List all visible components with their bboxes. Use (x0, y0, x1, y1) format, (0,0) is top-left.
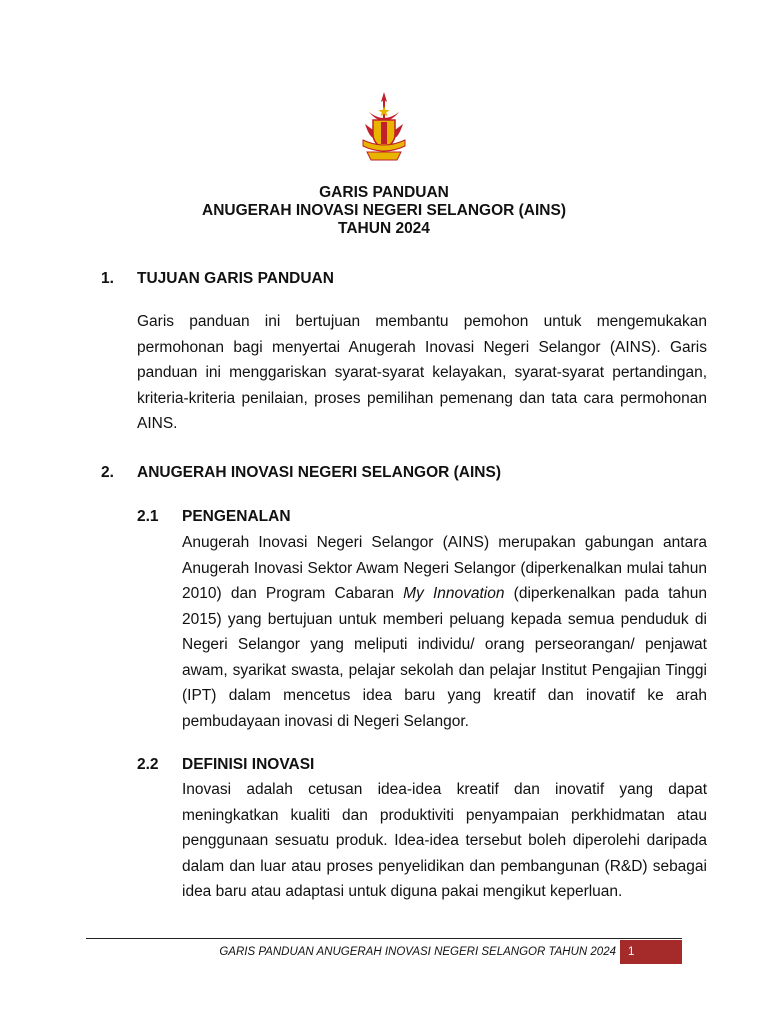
paragraph-line: kriteria-kriteria penilaian, proses pemilihan pemenang dan tata cara permohonan (137, 389, 707, 407)
paragraph-line: idea baru atau adaptasi untuk diguna pakai mengikut keperluan. (182, 883, 623, 900)
subsection-2-1-number: 2.1 (137, 508, 159, 525)
paragraph-line: penggunaan sesuatu produk. Idea-idea tersebut boleh diperolehi daripada (182, 832, 707, 849)
paragraph-line: meningkatkan kualiti dan produktiviti penyampaian perkhidmatan atau (182, 806, 707, 824)
paragraph-line: pembudayaan inovasi di Negeri Selangor. (182, 712, 469, 730)
page-number: 1 (620, 940, 682, 964)
title-line-1: GARIS PANDUAN (319, 184, 449, 201)
document-title (0, 184, 768, 238)
section-1-paragraph (137, 309, 707, 437)
footer-title: GARIS PANDUAN ANUGERAH INOVASI NEGERI SELANGOR TAHUN 2024 (219, 946, 616, 958)
paragraph-line: AINS. (137, 415, 178, 432)
subsection-2-2-paragraph (182, 777, 707, 905)
paragraph-line: panduan ini menggariskan syarat-syarat kelayakan, syarat-syarat pertandingan, (137, 364, 707, 381)
line-text: 2010) dan Program Cabaran (182, 585, 404, 602)
paragraph-line: 2015) yang bertujuan untuk memberi peluang kepada semua penduduk di (182, 610, 707, 628)
paragraph-line: Anugerah Inovasi Sektor Awam Negeri Selangor (diperkenalkan mulai tahun (182, 559, 707, 577)
footer-divider (86, 938, 682, 939)
paragraph-line: awam, syarikat swasta, pelajar sekolah dan pelajar Institut Pengajian Tinggi (182, 661, 707, 679)
paragraph-line: dalam dan luar atau proses penyelidikan dan pembangunan (R&D) sebagai (182, 857, 707, 875)
section-1-number: 1. (101, 270, 114, 287)
selangor-crest-icon (355, 90, 413, 164)
paragraph-line: (IPT) dalam mencetus idea baru yang kreatif dan inovatif ke arah (182, 687, 707, 704)
paragraph-line (182, 581, 707, 607)
emphasis-text: My Innovation (403, 585, 505, 602)
paragraph-line: Garis panduan ini bertujuan membantu pemohon untuk mengemukakan (137, 313, 707, 330)
paragraph-line: permohonan bagi menyertai Anugerah Inovasi Negeri Selangor (AINS). Garis (137, 338, 707, 356)
paragraph-line: Anugerah Inovasi Negeri Selangor (AINS) merupakan gabungan antara (182, 534, 707, 551)
line-text: (diperkenalkan pada tahun (504, 585, 707, 602)
title-line-3: TAHUN 2024 (338, 220, 430, 237)
paragraph-line: Negeri Selangor yang meliputi individu/ orang perseorangan/ penjawat (182, 636, 707, 653)
title-line-2: ANUGERAH INOVASI NEGERI SELANGOR (AINS) (202, 202, 566, 219)
subsection-2-1-heading: PENGENALAN (182, 508, 291, 525)
section-2-heading: ANUGERAH INOVASI NEGERI SELANGOR (AINS) (137, 464, 501, 481)
paragraph-line: Inovasi adalah cetusan idea-idea kreatif dan inovatif yang dapat (182, 781, 707, 798)
section-2-number: 2. (101, 464, 114, 481)
subsection-2-2-number: 2.2 (137, 756, 159, 773)
subsection-2-1-paragraph (182, 530, 707, 734)
section-1-heading: TUJUAN GARIS PANDUAN (137, 270, 334, 287)
subsection-2-2-heading: DEFINISI INOVASI (182, 756, 315, 773)
